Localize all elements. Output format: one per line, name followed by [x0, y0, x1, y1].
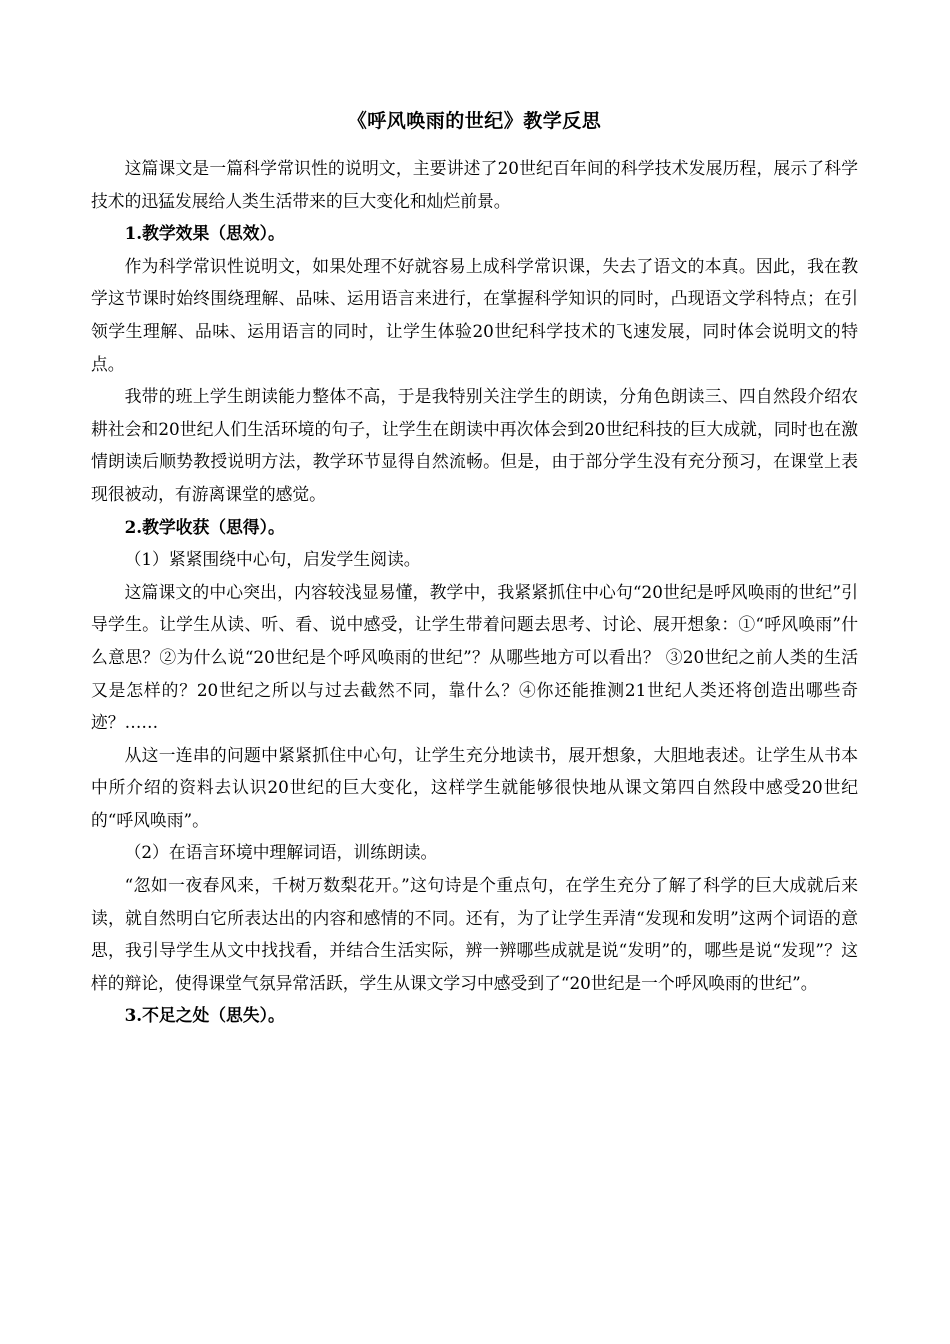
body-paragraph: “忽如一夜春风来，千树万数梨花开。”这句诗是个重点句，在学生充分了解了科学的巨大成就后来读，就自然明白它所表达出的内容和感情的不同。还有，为了让学生弄清“发现和发明”这两个词语的意思，我引导学生从文中找找看，并结合生活实际，辨一辨哪些成就是说“发明”的，哪些是说“发现”？这样的辩论，使得课堂气氛异常活跃，学生从课文学习中感受到了“20世纪是一个呼风唤雨的世纪”。: [91, 875, 858, 993]
document-title: 《呼风唤雨的世纪》教学反思: [347, 110, 602, 132]
section-heading-shortcomings: 3.不足之处（思失）。: [124, 1005, 285, 1026]
document-page: [91, 108, 858, 1032]
subsection-heading: （1）紧紧围绕中心句，启发学生阅读。: [124, 549, 421, 570]
body-paragraph: 从这一连串的问题中紧紧抓住中心句，让学生充分地读书，展开想象，大胆地表述。让学生从书本中所介绍的资料去认识20世纪的巨大变化，这样学生就能够很快地从课文第四自然段中感受20世纪的“呼风唤雨”。: [91, 744, 858, 830]
body-paragraph: 作为科学常识性说明文，如果处理不好就容易上成科学常识课，失去了语文的本真。因此，我在教学这节课时始终围绕理解、品味、运用语言来进行，在掌握科学知识的同时，凸现语文学科特点；在引领学生理解、品味、运用语言的同时，让学生体验20世纪科学技术的飞速发展，同时体会说明文的特点。: [91, 255, 858, 374]
intro-paragraph: 这篇课文是一篇科学常识性的说明文，主要讲述了20世纪百年间的科学技术发展历程，展示了科学技术的迅猛发展给人类生活带来的巨大变化和灿烂前景。: [91, 158, 858, 211]
body-paragraph: 这篇课文的中心突出，内容较浅显易懂，教学中，我紧紧抓住中心句“20世纪是呼风唤雨的世纪”引导学生。让学生从读、听、看、说中感受，让学生带着问题去思考、讨论、展开想象：①“呼风唤雨”什么意思？②为什么说“20世纪是个呼风唤雨的世纪”？从哪些地方可以看出？ ③20世纪之前人类的生活又是怎样的？20世纪之所以与过去截然不同，靠什么？④你还能推测21世纪人类还将创造出哪些奇迹？……: [91, 581, 858, 733]
body-paragraph: 我带的班上学生朗读能力整体不高，于是我特别关注学生的朗读，分角色朗读三、四自然段介绍农耕社会和20世纪人们生活环境的句子，让学生在朗读中再次体会到20世纪科技的巨大成就，同时也在激情朗读后顺势教授说明方法，教学环节显得自然流畅。但是，由于部分学生没有充分预习，在课堂上表现很被动，有游离课堂的感觉。: [91, 386, 858, 504]
subsection-heading: （2）在语言环境中理解词语，训练朗读。: [124, 842, 438, 863]
section-heading-gains: 2.教学收获（思得）。: [124, 516, 285, 537]
section-heading-effect: 1.教学效果（思效）。: [124, 223, 285, 244]
